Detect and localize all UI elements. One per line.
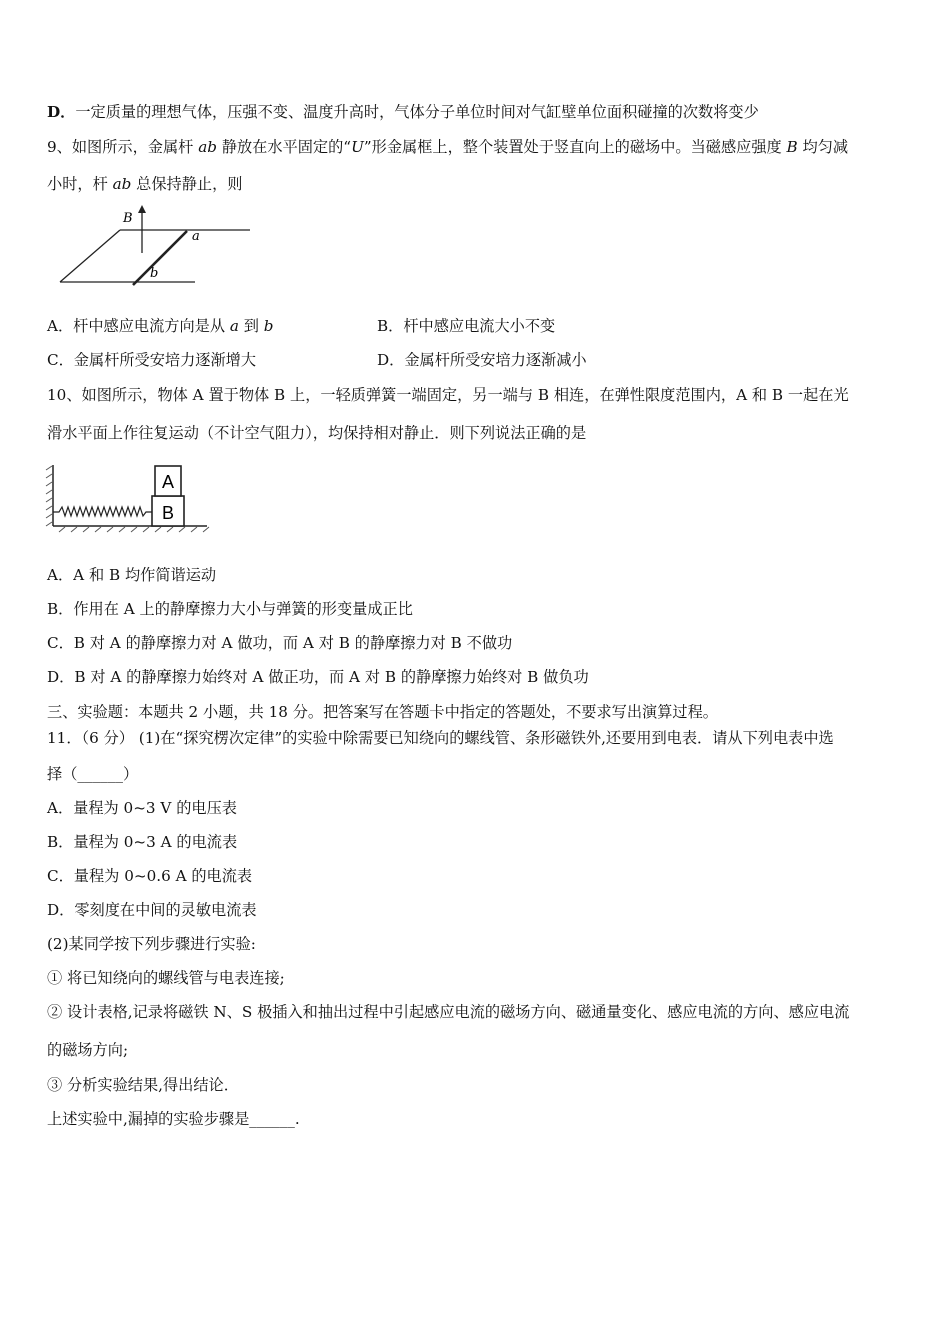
q9-label-b-field: B (123, 211, 133, 226)
q9-option-a (47, 316, 274, 336)
q11-stem-line2: 择（______） (47, 765, 139, 783)
q9-option-c: C．金属杆所受安培力逐渐增大 (47, 351, 257, 369)
q9-stem-text: ”形金属框上，整个装置处于竖直向上的磁场中。当磁感应强度 (363, 138, 787, 156)
q10-label-b: B (161, 503, 175, 523)
q10-stem-line1: 10、如图所示，物体 A 置于物体 B 上，一轻质弹簧一端固定，另一端与 B 相连，在弹性限度范围内，A 和 B 一起在光 (47, 386, 849, 404)
q10-option-d: D．B 对 A 的静摩擦力始终对 A 做正功，而 A 对 B 的静摩擦力始终对 B 做负功 (47, 668, 589, 686)
q10-label-a: A (161, 472, 175, 492)
q9-var-b: B (786, 138, 798, 156)
q8-option-d-text: 一定质量的理想气体，压强不变、温度升高时，气体分子单位时间对气缸壁单位面积碰撞的次数将变少 (75, 103, 759, 121)
q10-option-a: A．A 和 B 均作简谐运动 (47, 566, 217, 584)
q8-option-d (47, 102, 905, 122)
q11-option-b: B．量程为 0~3 A 的电流表 (47, 833, 238, 851)
q10-option-c: C．B 对 A 的静摩擦力对 A 做功，而 A 对 B 的静摩擦力对 B 不做功 (47, 634, 513, 652)
q11-option-c: C．量程为 0~0.6 A 的电流表 (47, 867, 253, 885)
q9-option-a-var-b: b (263, 317, 274, 335)
q9-option-d: D．金属杆所受安培力逐渐减小 (377, 351, 587, 369)
q10-option-b: B．作用在 A 上的静摩擦力大小与弹簧的形变量成正比 (47, 600, 413, 618)
q11-question: 上述实验中,漏掉的实验步骤是______. (47, 1110, 300, 1128)
q11-option-a: A．量程为 0~3 V 的电压表 (47, 799, 237, 817)
q10-stem-line2: 滑水平面上作往复运动（不计空气阻力），均保持相对静止．则下列说法正确的是 (47, 424, 587, 442)
q10-spring-blocks-figure (45, 460, 215, 535)
q9-stem-text: 小时，杆 (47, 175, 113, 193)
q9-option-b: B．杆中感应电流大小不变 (377, 317, 556, 335)
q11-step-2-line1: ② 设计表格,记录将磁铁 N、S 极插入和抽出过程中引起感应电流的磁场方向、磁通量变化、感应电流的方向、感应电流 (47, 1003, 850, 1021)
q8-option-d-label: D． (47, 103, 76, 121)
q11-step-1: ① 将已知绕向的螺线管与电表连接; (47, 969, 285, 987)
q9-var-u: U (351, 138, 364, 156)
q9-stem-text: 9、如图所示，金属杆 (47, 138, 199, 156)
q9-u-frame-figure (55, 205, 275, 295)
q9-stem-text: 总保持静止，则 (131, 175, 243, 193)
q9-stem-line2 (47, 174, 905, 194)
q9-var-ab: ab (112, 175, 132, 193)
q9-option-a-label: A． (47, 317, 74, 335)
q9-option-a-text: 到 (238, 317, 264, 335)
section-3-heading: 三、实验题：本题共 2 小题，共 18 分。把答案写在答题卡中指定的答题处，不要求写出演算过程。 (47, 703, 718, 721)
q9-var-ab: ab (198, 138, 217, 156)
q11-part2: (2)某同学按下列步骤进行实验: (47, 935, 256, 953)
q11-step-2-line2: 的磁场方向; (47, 1041, 129, 1059)
q11-option-d: D．零刻度在中间的灵敏电流表 (47, 901, 257, 919)
q9-stem-text: 静放在水平固定的“ (216, 138, 352, 156)
q11-step-3: ③ 分析实验结果,得出结论． (47, 1076, 239, 1094)
q9-label-b: b (150, 266, 159, 281)
q11-stem-line1: 11．（6 分） (1)在“探究楞次定律”的实验中除需要已知绕向的螺线管、条形磁铁外,还要用到电表．请从下列电表中选 (47, 729, 834, 747)
q9-option-a-text: 杆中感应电流方向是从 (73, 317, 230, 335)
q9-stem-line1 (47, 137, 905, 157)
q9-label-a: a (192, 229, 200, 244)
q9-option-a-var-a: a (229, 317, 239, 335)
q9-stem-text: 均匀减 (797, 138, 849, 156)
